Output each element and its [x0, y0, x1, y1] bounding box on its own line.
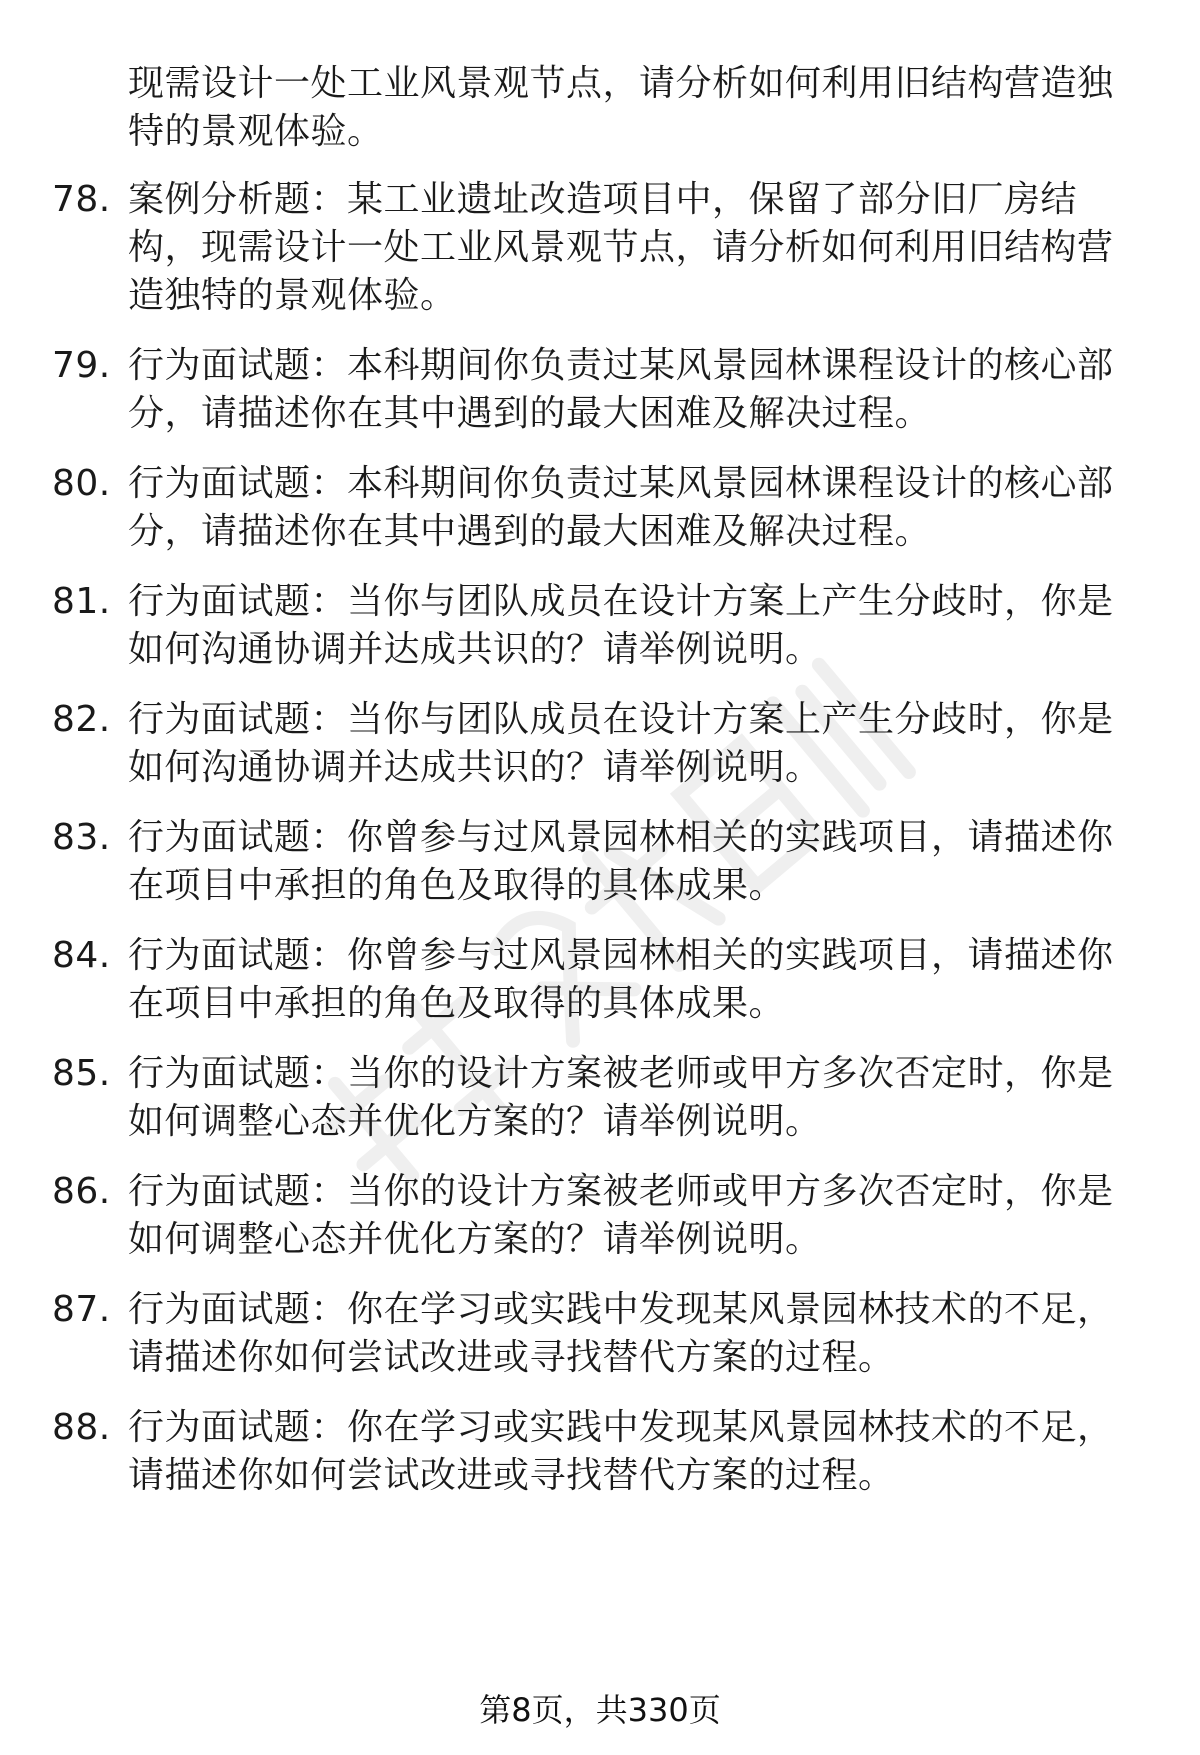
- question-text: 行为面试题：当你与团队成员在设计方案上产生分歧时，你是如何沟通协调并达成共识的？请举例说明。: [128, 699, 1114, 788]
- question-number: 79.: [52, 345, 111, 386]
- question-number: 83.: [52, 817, 111, 858]
- question-number: 82.: [52, 699, 111, 740]
- question-text: 行为面试题：当你的设计方案被老师或甲方多次否定时，你是如何调整心态并优化方案的？请举例说明。: [128, 1171, 1114, 1260]
- question-number: 81.: [52, 581, 111, 622]
- question-number: 80.: [52, 463, 111, 504]
- question-text: 案例分析题：某工业遗址改造项目中，保留了部分旧厂房结构，现需设计一处工业风景观节点，请分析如何利用旧结构营造独特的景观体验。: [128, 179, 1114, 316]
- page-footer: 第8页，共330页: [479, 1691, 721, 1729]
- question-text: 行为面试题：你曾参与过风景园林相关的实践项目，请描述你在项目中承担的角色及取得的具体成果。: [128, 817, 1114, 906]
- question-number: 86.: [52, 1171, 111, 1212]
- question-text: 行为面试题：你在学习或实践中发现某风景园林技术的不足，请描述你如何尝试改进或寻找替代方案的过程。: [128, 1289, 1114, 1378]
- question-text: 行为面试题：本科期间你负责过某风景园林课程设计的核心部分，请描述你在其中遇到的最大困难及解决过程。: [128, 463, 1114, 552]
- question-number: 78.: [52, 179, 111, 220]
- question-number: 85.: [52, 1053, 111, 1094]
- continuation-paragraph: 现需设计一处工业风景观节点，请分析如何利用旧结构营造独特的景观体验。: [128, 63, 1114, 152]
- question-text: 行为面试题：你在学习或实践中发现某风景园林技术的不足，请描述你如何尝试改进或寻找替代方案的过程。: [128, 1407, 1114, 1496]
- question-number: 84.: [52, 935, 111, 976]
- question-text: 行为面试题：本科期间你负责过某风景园林课程设计的核心部分，请描述你在其中遇到的最大困难及解决过程。: [128, 345, 1114, 434]
- question-text: 行为面试题：当你与团队成员在设计方案上产生分歧时，你是如何沟通协调并达成共识的？请举例说明。: [128, 581, 1114, 670]
- question-text: 行为面试题：你曾参与过风景园林相关的实践项目，请描述你在项目中承担的角色及取得的具体成果。: [128, 935, 1114, 1024]
- question-number: 87.: [52, 1289, 111, 1330]
- question-text: 行为面试题：当你的设计方案被老师或甲方多次否定时，你是如何调整心态并优化方案的？请举例说明。: [128, 1053, 1114, 1142]
- question-number: 88.: [52, 1407, 111, 1448]
